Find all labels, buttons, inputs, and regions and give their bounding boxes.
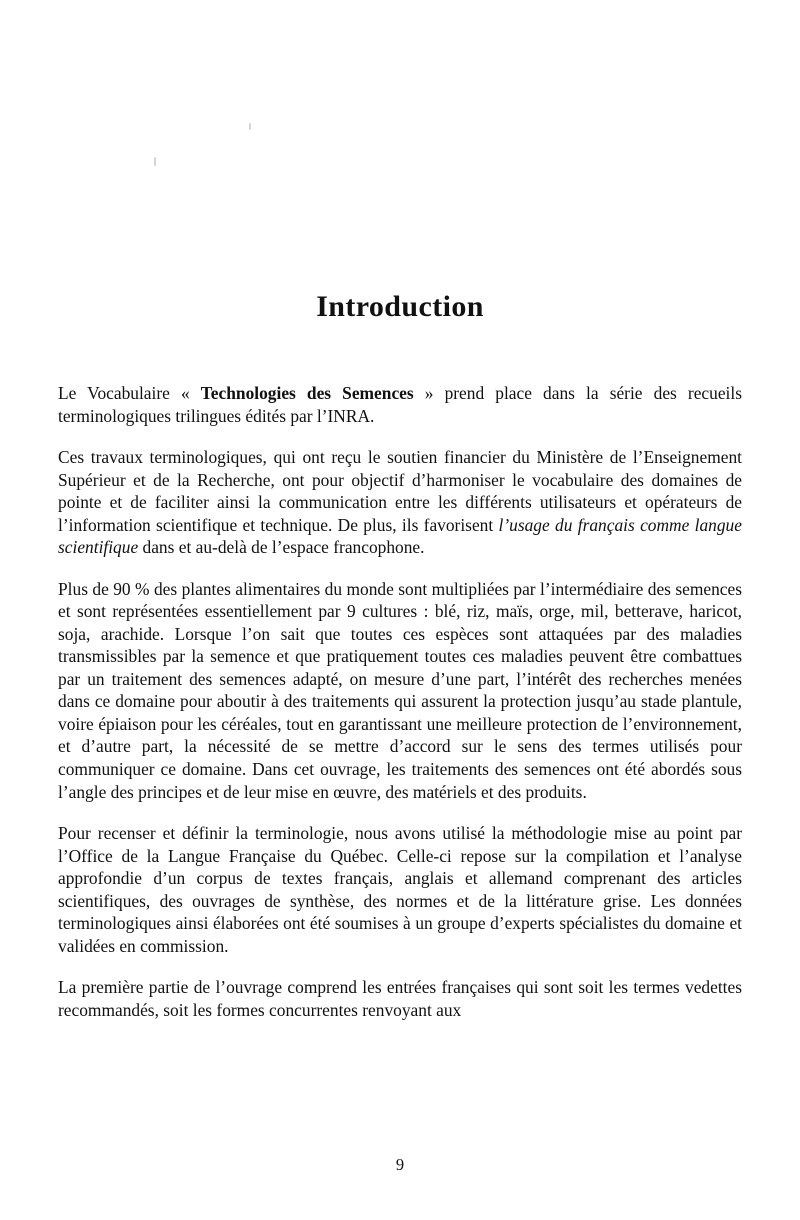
paragraph — [58, 446, 742, 559]
italic-phrase: l’usage du français comme langue scientifique — [58, 514, 742, 558]
scan-speck — [249, 123, 251, 130]
text-run: La première partie de l’ouvrage comprend les entrées françaises qui sont soit les termes vedettes recommandés, soit les formes concurrentes renvoyant aux — [58, 977, 742, 1020]
page-number: 9 — [395, 1155, 405, 1174]
text-run: » prend place dans la série des recueils terminologiques trilingues édités par l’INRA. — [58, 383, 742, 426]
paragraph — [58, 976, 742, 1021]
text-run: Pour recenser et définir la terminologie, nous avons utilisé la méthodologie mise au point par l’Office de la Langue Française du Québec. Celle-ci repose sur la compilation et l’analyse approfondie d’un corpus de textes français, anglais et allemand comprenant des articles scientifiques, des ouvrages de synthèse, des normes et de la littérature grise. Les données terminologiques ainsi élaborées ont été soumises à un groupe d’experts spécialistes du domaine et validées en commission. — [58, 823, 742, 956]
text-run: dans et au-delà de l’espace francophone. — [138, 537, 425, 558]
paragraph-list — [58, 382, 742, 1021]
text-run: Le Vocabulaire « — [58, 383, 201, 403]
page-body — [58, 290, 742, 1021]
text-run: Plus de 90 % des plantes alimentaires du monde sont multipliées par l’intermédiaire des semences et sont représentées essentiellement par 9 cultures : blé, riz, maïs, orge, mil, betterave, haricot, soja, arachide. Lorsque l’on sait que toutes ces espèces sont attaquées par des maladies transmissibles par la semence et que pratiquement toutes ces maladies peuvent être combattues par un traitement des semences adapté, on mesure d’une part, l’intérêt des recherches menées dans ce domaine pour aboutir à des traitements qui assurent la protection jusqu’au stade plantule, voire épiaison pour les céréales, tout en garantissant une meilleure protection de l’environnement, et d’autre part, la nécessité de se mettre d’accord sur le sens des termes utilisés pour communiquer ce domaine. Dans cet ouvrage, les traitements des semences ont été abordés sous l’angle des principes et de leur mise en œuvre, des matériels et des produits. — [58, 578, 742, 802]
bold-term: Technologies des Semences — [200, 383, 414, 403]
paragraph — [58, 578, 742, 803]
paragraph — [58, 382, 742, 427]
page-title: Introduction — [316, 290, 484, 323]
text-run: Ces travaux terminologiques, qui ont reçu le soutien financier du Ministère de l’Enseignement Supérieur et de la Recherche, ont pour objectif d’harmoniser le vocabulaire des domaines de pointe et de faciliter ainsi la communication entre les différents utilisateurs et opérateurs de l’information scientifique et technique. De plus, ils favorisent — [58, 447, 742, 535]
paragraph — [58, 822, 742, 957]
scan-speck — [154, 157, 156, 166]
